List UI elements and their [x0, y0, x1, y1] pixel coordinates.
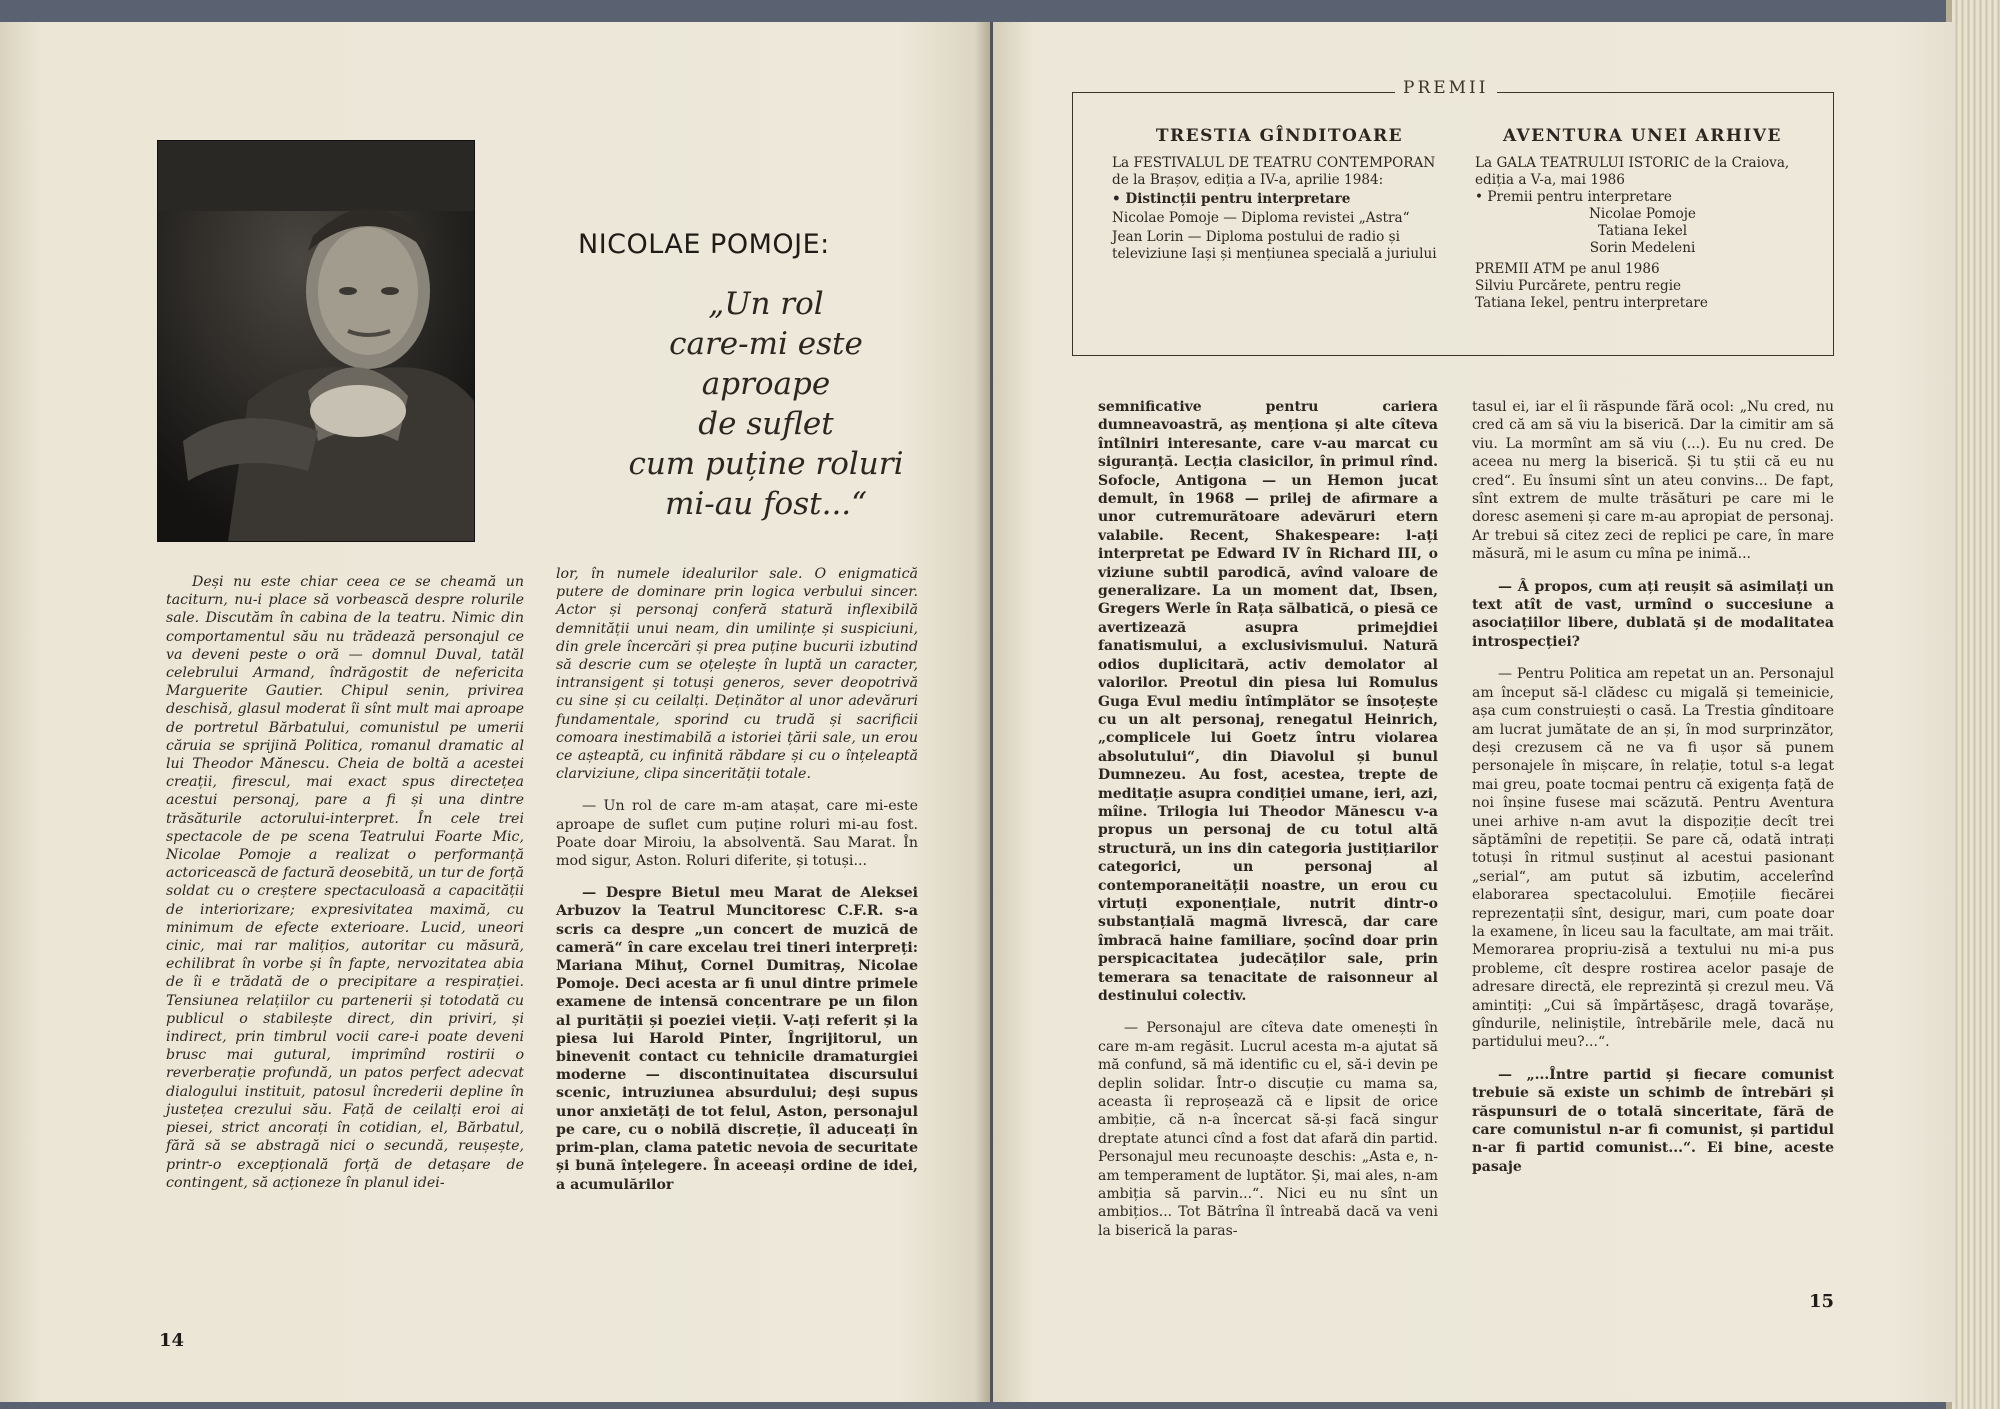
paragraph: lor, în numele idealurilor sale. O enigmatică putere de dominare prin logica verbului sincer. Actor și personaj conferă statură inflexibilă demnității unui neam, din umilințe și suspiciuni, din grele încercări și prea puține bucurii izbutind să descrie cum se oțelește în luptă un caracter, intransigent și totuși generos, sever deopotrivă cu sine și cu ceilalți. Deținător al unor adevăruri fundamentale, sporind cu trudă și sacrificii comoara inestimabilă a istoriei țării sale, un erou ce așteaptă, cu infinită răbdare și cu o înțeleaptă clarviziune, clipa sincerității totale.: [556, 566, 918, 783]
award-line: Tatiana Iekel: [1597, 223, 1688, 239]
paragraph: — Personajul are cîteva date omenești în care m-am regăsit. Lucrul acesta m-a ajutat să mă confund, să mă identific cu el, să-i devin pe deplin solidar. Într-o discuție cu mama sa, aceasta îi reproșează că e lipsit de orice ambiție, că n-a încercat să-și facă singur dreptate atunci cînd a fost dat afară din partid. Personajul meu recunoaște deschis: „Asta e, n-am temperament de luptător. Și, mai ales, n-am ambiția să parvin...“. Nici eu nu sînt un ambițios... Tot Bătrîna îl întreabă dacă va veni la biserică la paras-: [1098, 1020, 1438, 1239]
headline-quote: „Un rol care-mi este aproape de suflet cum puține roluri mi-au fost...“: [628, 286, 904, 522]
awards-box-title: PREMII: [1395, 78, 1497, 98]
award-title: TRESTIA GÎNDITOARE: [1155, 126, 1404, 146]
award-trestia-ganditoare: [1112, 128, 1447, 263]
paragraph: — Un rol de care m-am atașat, care mi-este aproape de suflet cum puține roluri mi-au fost. Poate doar Miroiu, la absolventă. Sau Marat. În mod sigur, Aston. Roluri diferite, și totuși...: [556, 798, 918, 870]
interview-subject-name: NICOLAE POMOJE:: [578, 229, 830, 260]
paragraph: — Despre Bietul meu Marat de Aleksei Arbuzov la Teatrul Muncitoresc C.F.R. s-a scris ca despre „un concert de muzică de cameră“ în care excelau trei tineri interpreți: Mariana Mihuț, Cornel Dumitraș, Nicolae Pomoje. Deci acesta ar fi unul dintre primele examene de intensă concentrare pe un filon al purității și poeziei vieții. V-ați referit și la piesa lui Harold Pinter, Îngrijitorul, un binevenit contact cu tehnicile dramaturgiei moderne — discontinuitatea discursului scenic, intruziunea absurdului; deși supus unor anxietăți de tot felul, Aston, personajul pe care, cu o nobilă discreție, îl aduceați în prim-plan, clama patetic nevoia de securitate și bună înțelegere. În aceeași ordine de idei, a acumulărilor: [556, 885, 918, 1193]
paragraph: — „...Între partid și fiecare comunist trebuie să existe un schimb de întrebări și răspunsuri de o totală sinceritate, fără de care comunistul n-ar fi comunist, și partidul n-ar fi partid comunist...“. Ei bine, aceste pasaje: [1472, 1066, 1834, 1175]
award-line: La FESTIVALUL DE TEATRU CONTEMPORAN de la Brașov, ediția a IV-a, aprilie 1984:: [1112, 155, 1436, 188]
right-article-column-1: [1098, 398, 1438, 1254]
paragraph: Deși nu este chiar ceea ce se cheamă un taciturn, nu-i place să vorbească despre rolurile sale. Discutăm în cabina de la teatru. Nimic din comportamentul său nu trădează personajul ce va deveni peste o oră — domnul Duval, tatăl celebrului Armand, îndrăgostit de nefericita Marguerite Gautier. Chipul senin, privirea deschisă, glasul moderat îi sînt mult mai aproape de portretul Bărbatului, comunistul pe umerii căruia se sprijină Politica, romanul dramatic al lui Theodor Mănescu. Cheia de boltă a acestei creații, firescul, mai exact spus directețea acestui personaj, pare a fi și una dintre trăsăturile actorului-interpret. În cele trei spectacole de pe scena Teatrului Foarte Mic, Nicolae Pomoje a realizat o performanță actoricească de factură deosebită, un tur de forță soldat cu o creștere spectaculoasă a capacității de interiorizare; expresivitatea maximă, cu minimum de efecte exterioare. Lucid, uneori cinic, mai rar malițios, autoritar cu măsură, echilibrat în vorbe și în fapte, nervozitatea abia de îi e trădată de o precipitare a respirației. Tensiunea relațiilor cu partenerii și totodată cu publicul o stabilește direct, din priviri, și indirect, prin timbrul vocii care-i poate deveni brusc mai gutural, imprimînd rostirii o reverberație profundă, un patos perfect adecvat dialogului instituit, patosul încrederii depline în justețea crezului său. Față de ceilalți eroi ai piesei, strict ancorați în cotidian, el, Bărbatul, fără să se abstragă nici o secundă, reușește, printr-o excepțională forță de detașare de contingent, să acționeze în planul idei-: [166, 574, 524, 1191]
award-line: Silviu Purcărete, pentru regie: [1475, 278, 1682, 294]
page-number: 14: [159, 1330, 185, 1351]
award-line: Jean Lorin — Diploma postului de radio și televiziune Iași și mențiunea specială a juriului: [1112, 229, 1437, 262]
award-line: • Premii pentru interpretare: [1475, 189, 1672, 205]
paragraph: semnificative pentru cariera dumneavoastră, aș menționa și alte cîteva întîlniri interesante, care v-au marcat cu siguranță. Lecția clasicilor, în primul rînd. Sofocle, Antigona — un Hemon jucat demult, în 1968 — prilej de afirmare a unor cutremurătoare adevăruri etern valabile. Recent, Shakespeare: l-ați interpretat pe Edward IV în Richard III, o viziune subtil parodică, avînd valoare de generalizare. La un moment dat, Ibsen, Gregers Werle în Rața sălbatică, o piesă ce avertizează asupra primejdiei fanatismului, a exclusivismului. Natură odios duplicitară, activ demolator al valorilor. Preotul din piesa lui Romulus Guga Evul mediu întîmplător se însoțește cu un alt personaj, renegatul Heinrich, „complicele lui Goetz întru violarea absolutului“, din Diavolul și bunul Dumnezeu. Au fost, acestea, trepte de meditație asupra condiției umane, ieri, azi, mîine. Trilogia lui Theodor Mănescu v-a propus un personaj de cu totul altă structură, un ins din categoria justițiarilor categorici, un personaj al contemporaneității noastre, un erou cu virtuți exponențiale, nutrit dintr-o substanțială magmă livrescă, dar care îmbracă haine familiare, șocînd doar prin perspicacitatea judecăților sale, prin temerara sa tenacitate de raisonneur al destinului colectiv.: [1098, 399, 1438, 1004]
portrait-photo: [157, 140, 475, 542]
page-number: 15: [1809, 1291, 1835, 1312]
paragraph: — Pentru Politica am repetat un an. Personajul am început să-l clădesc cu migală și temeinicie, așa cum construiești o casă. La Trestia gînditoare am lucrat jumătate de an și, în mod surprinzător, deși crezusem că ne va fi ușor să punem personajele în mișcare, în relație, totul s-a legat mai greu, poate tocmai pentru că exigența față de noi înșine fusese mai scăzută. Pentru Aventura unei arhive n-am avut la dispoziție decît trei săptămîni de repetiții. Se pare că, odată intrați totuși în ritmul susținut al acestui pasionant „serial“, am putut să izbutim, accelerînd elaborarea spectacolului. Emoțiile fiecărei reprezentații sînt, desigur, mari, cum poate doar la examene, în liceu sau la facultate, am mai trăit. Memorarea propriu-zisă a textului nu mi-a pus probleme, cît despre rostirea acelor pasaje de adresare directă, ele reprezintă și crezul meu. Vă amintiți: „Cui să împărtășesc, dragă tovarășe, gîndurile, neliniștile, întrebările mele, dacă nu partidului meu?...“.: [1472, 666, 1834, 1051]
award-line: • Distincții pentru interpretare: [1112, 191, 1351, 207]
award-title: AVENTURA UNEI ARHIVE: [1502, 126, 1783, 146]
award-line: PREMII ATM pe anul 1986: [1475, 261, 1660, 277]
page-stack-edge: [1952, 0, 2000, 1409]
award-line: Nicolae Pomoje — Diploma revistei „Astra“: [1112, 210, 1410, 226]
article-column-1: [166, 573, 524, 1206]
article-column-2: [556, 565, 918, 1208]
award-line: Sorin Medeleni: [1589, 240, 1696, 256]
paragraph: — Â propos, cum ați reușit să asimilați un text atît de vast, urmînd o succesiune a asociațiilor libere, dublată și de modalitatea introspecției?: [1472, 578, 1834, 650]
left-page: [0, 22, 990, 1402]
right-article-column-2: [1472, 398, 1834, 1190]
award-line: Nicolae Pomoje: [1589, 206, 1696, 222]
award-line: Tatiana Iekel, pentru interpretare: [1475, 295, 1708, 311]
award-line: La GALA TEATRULUI ISTORIC de la Craiova, ediția a V-a, mai 1986: [1475, 155, 1790, 188]
award-aventura-unei-arhive: [1475, 128, 1810, 312]
paragraph: tasul ei, iar el îi răspunde fără ocol: „Nu cred, nu cred că am să viu la biserică. Dar la cimitir am să viu. La mormînt am să viu (...). Eu nu cred. De aceea nu merg la biserică. Și tu știi că eu nu cred“. Eu însumi sînt un ateu convins... De fapt, sînt extrem de multe trăsături pe care mi le doresc asemeni și care m-au apropiat de personaj. Ar trebui să citez zeci de replici pe care, în mare măsură, mi le asum cu mîna pe inimă...: [1472, 399, 1834, 563]
